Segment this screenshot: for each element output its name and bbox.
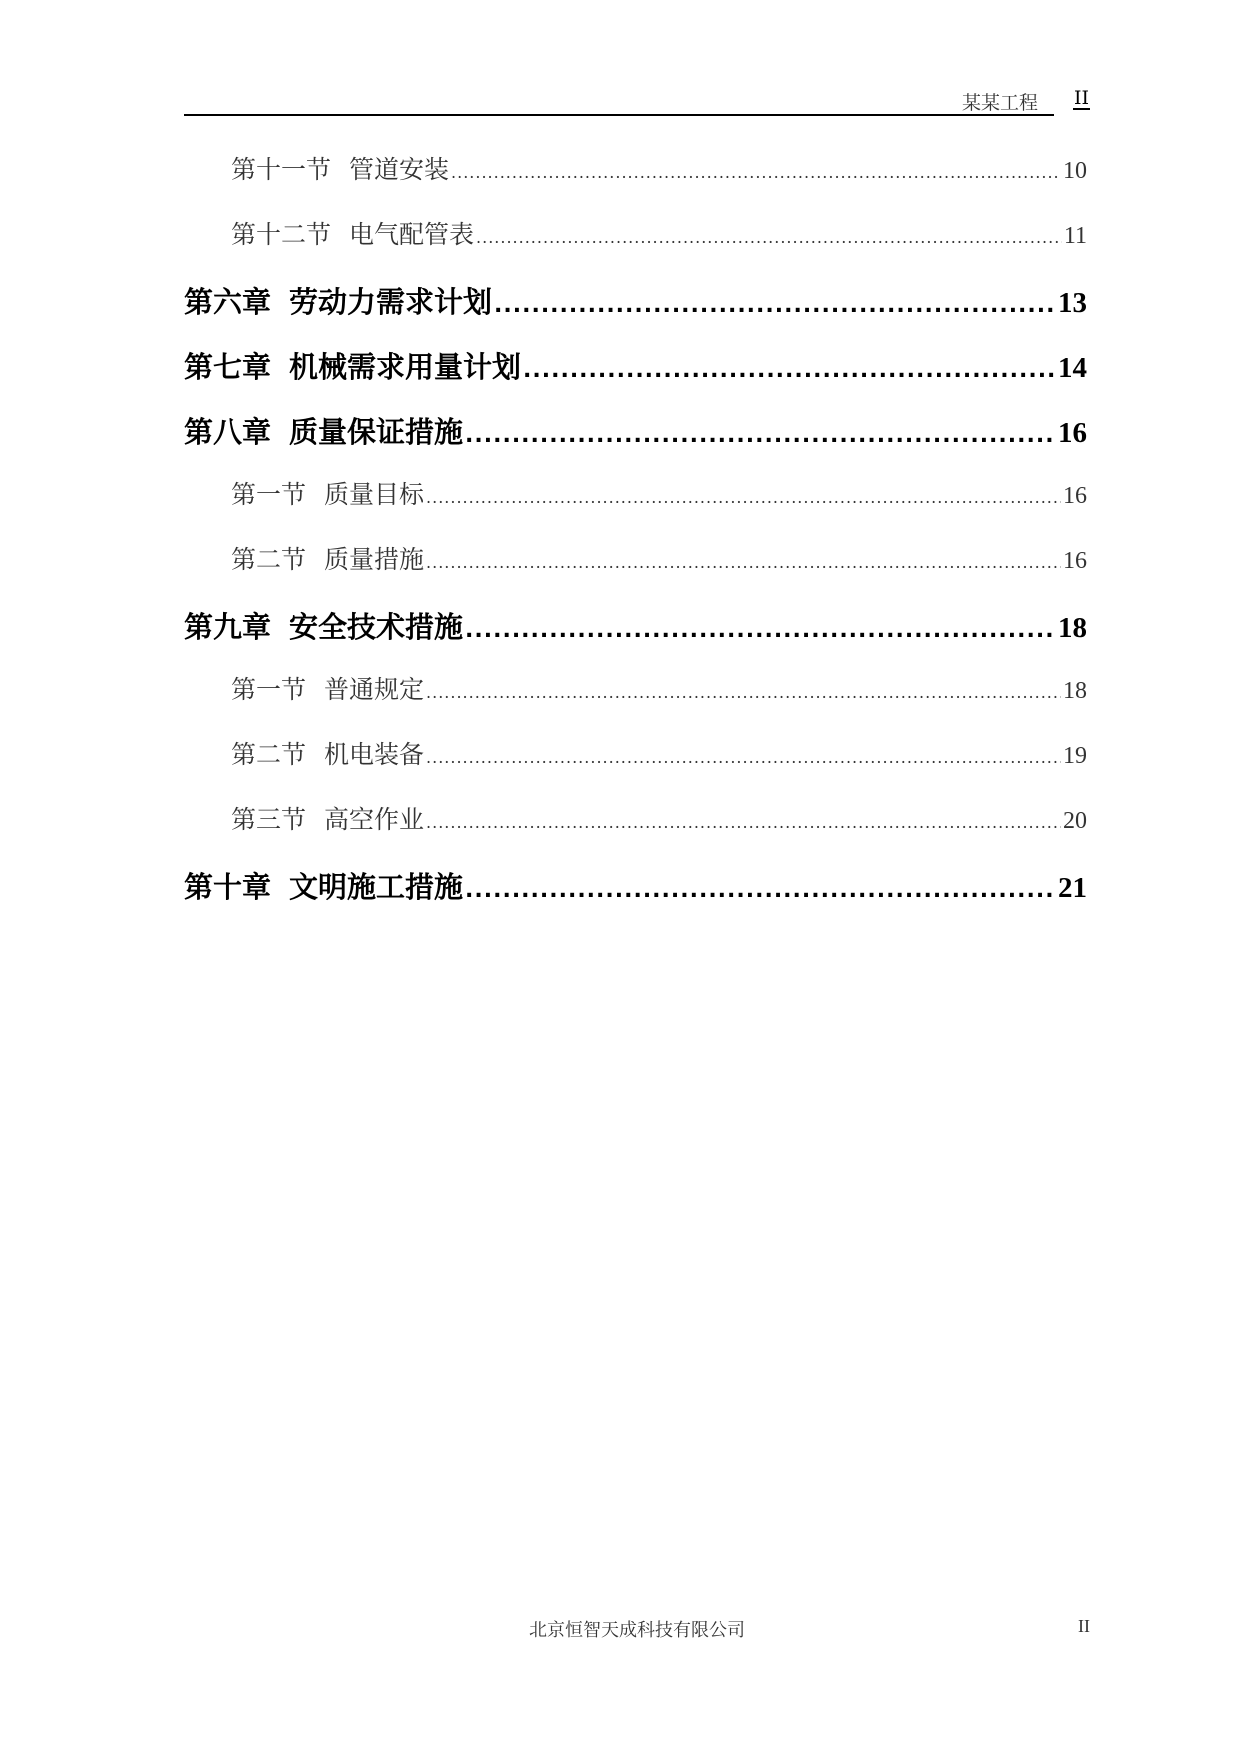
toc-entry-title: 质量目标 [324, 480, 425, 509]
toc-entry[interactable] [184, 800, 1087, 865]
header-rule [184, 114, 1054, 116]
toc-entry[interactable] [184, 475, 1087, 540]
footer-company: 北京恒智天成科技有限公司 [529, 1620, 745, 1641]
toc-entry-page: 20 [1063, 808, 1087, 834]
toc-entry-title: 机械需求用量计划 [289, 350, 522, 384]
page-header [184, 84, 1090, 116]
toc-entry[interactable] [184, 345, 1087, 410]
toc-entry-number: 第一节 [231, 480, 307, 509]
toc-entry-number: 第二节 [231, 545, 307, 574]
toc-entry-number: 第十一节 [231, 155, 332, 184]
toc-entry-page: 18 [1058, 612, 1087, 644]
toc-entry-title: 机电装备 [324, 740, 425, 769]
toc-entry-page: 18 [1063, 678, 1087, 704]
header-title: 某某工程 [961, 92, 1038, 114]
toc-entry-number: 第十二节 [231, 220, 332, 249]
toc-entry-title: 电气配管表 [349, 220, 475, 249]
toc-entry-page: 16 [1058, 417, 1087, 449]
toc-leader-dots [476, 228, 1062, 247]
toc-entry[interactable] [184, 670, 1087, 735]
toc-entry-page: 13 [1058, 287, 1087, 319]
toc-entry[interactable] [184, 735, 1087, 800]
toc-leader-dots [523, 358, 1056, 383]
toc-entry-number: 第一节 [231, 675, 307, 704]
toc-leader-dots [451, 163, 1061, 182]
toc-entry-number: 第三节 [231, 805, 307, 834]
toc-leader-dots [426, 553, 1061, 572]
toc-entry-title: 劳动力需求计划 [289, 285, 493, 319]
toc-leader-dots [426, 683, 1061, 702]
toc-entry-page: 16 [1063, 483, 1087, 509]
toc-entry-page: 19 [1063, 743, 1087, 769]
toc-leader-dots [426, 813, 1061, 832]
toc-entry-page: 10 [1063, 158, 1087, 184]
toc-entry-page: 16 [1063, 548, 1087, 574]
toc-entry-number: 第七章 [184, 350, 272, 384]
toc-entry[interactable] [184, 865, 1087, 930]
toc-leader-dots [465, 878, 1056, 903]
toc-entry[interactable] [184, 540, 1087, 605]
toc-leader-dots [465, 618, 1056, 643]
toc-entry-number: 第八章 [184, 415, 272, 449]
toc-entry-number: 第十章 [184, 870, 272, 904]
toc-entry-number: 第二节 [231, 740, 307, 769]
toc-entry-title: 普通规定 [324, 675, 425, 704]
toc-leader-dots [494, 293, 1056, 318]
toc-entry-number: 第九章 [184, 610, 272, 644]
toc-entry-page: 14 [1058, 352, 1087, 384]
toc-leader-dots [426, 488, 1061, 507]
toc-entry-title: 文明施工措施 [289, 870, 464, 904]
toc-entry[interactable] [184, 410, 1087, 475]
toc-entry-page: 21 [1058, 872, 1087, 904]
toc-leader-dots [465, 423, 1056, 448]
toc-entry-title: 质量措施 [324, 545, 425, 574]
toc-entry-title: 管道安装 [349, 155, 450, 184]
toc-entry-page: 11 [1063, 223, 1087, 249]
toc-entry[interactable] [184, 605, 1087, 670]
table-of-contents [184, 150, 1087, 930]
toc-leader-dots [426, 748, 1061, 767]
header-page-number: II [1073, 87, 1089, 109]
page-footer [184, 1616, 1090, 1646]
toc-entry-title: 高空作业 [324, 805, 425, 834]
toc-entry[interactable] [184, 150, 1087, 215]
toc-entry[interactable] [184, 215, 1087, 280]
toc-entry-title: 安全技术措施 [289, 610, 464, 644]
toc-entry[interactable] [184, 280, 1087, 345]
footer-page-number: II [1078, 1616, 1090, 1636]
toc-entry-number: 第六章 [184, 285, 272, 319]
toc-entry-title: 质量保证措施 [289, 415, 464, 449]
